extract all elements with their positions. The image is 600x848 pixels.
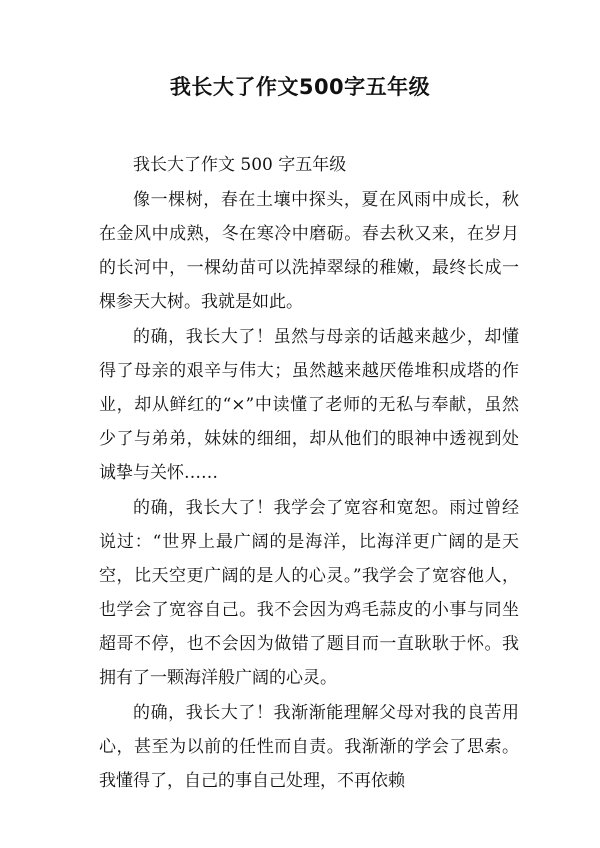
- document-title: 我长大了作文500字五年级: [169, 75, 431, 99]
- document-subtitle: 我长大了作文 500 字五年级: [133, 155, 347, 175]
- paragraph-2: 的确，我长大了！虽然与母亲的话越来越少，却懂得了母亲的艰辛与伟大；虽然越来越厌倦堆积成塔的作业，却从鲜红的“×”中读懂了老师的无私与奉献，虽然少了与弟弟，妹妹的细细，却从他们的眼神中透视到处诚挚与关怀……: [99, 327, 519, 483]
- paragraph-3: 的确，我长大了！我学会了宽容和宽恕。雨过曾经说过：“世界上最广阔的是海洋，比海洋更广阔的是天空，比天空更广阔的是人的心灵。”我学会了宽容他人，也学会了宽容自己。我不会因为鸡毛蒜皮的小事与同坐超哥不停，也不会因为做错了题目而一直耿耿于怀。我拥有了一颗海洋般广阔的心灵。: [99, 498, 519, 688]
- paragraph-1: 像一棵树，春在土壤中探头，夏在风雨中成长，秋在金风中成熟，冬在寒冷中磨砺。春去秋又来，在岁月的长河中，一棵幼苗可以洗掉翠绿的稚嫩，最终长成一棵参天大树。我就是如此。: [99, 190, 519, 312]
- document-body: [99, 148, 519, 799]
- paragraph-4: 的确，我长大了！我渐渐能理解父母对我的良苦用心，甚至为以前的任性而自责。我渐渐的学会了思索。我懂得了，自己的事自己处理，不再依赖: [99, 703, 519, 791]
